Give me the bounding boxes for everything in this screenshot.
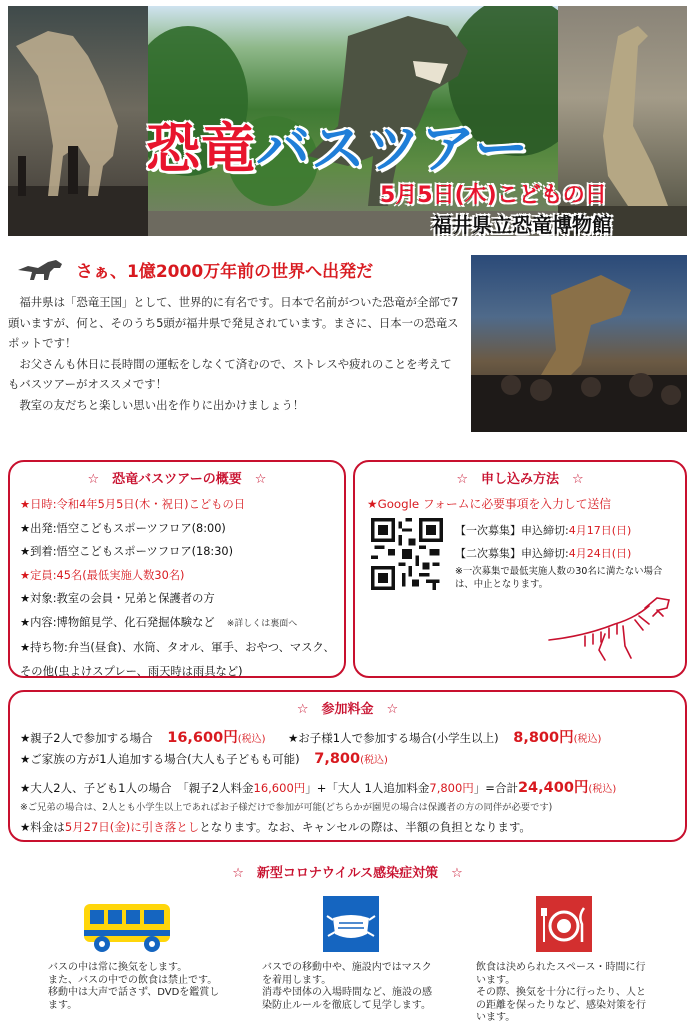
fee-payment [20, 819, 531, 835]
fee-payment-post: となります。なお、キャンセルの際は、半額の負担となります。 [199, 820, 531, 834]
apply-round2 [455, 545, 631, 561]
fee-pair-price: 16,600円 [167, 730, 238, 746]
fee-extra-price: 7,800 [314, 751, 361, 767]
overview-capacity: ★定員:45名(最低実施人数30名) [20, 568, 185, 582]
intro-heading [16, 256, 373, 282]
tour-date: 5月5日(木)こどもの日 [380, 183, 607, 208]
corona-mask-text: バスでの移動中や、施設内ではマスクを着用します。 消毒や団体の入場時間など、施設の感染防止ルールを徹底して見学します。 [262, 962, 432, 1011]
fee-combo-mid: 」+「大人 1人追加料金 [305, 781, 430, 795]
overview-content-text: ★内容:博物館見学、化石発掘体験など [20, 615, 215, 629]
hero-banner [8, 6, 687, 236]
overview-content-note: ※詳しくは裏面へ [226, 618, 298, 629]
fee-box [8, 690, 687, 842]
museum-photo [471, 255, 687, 432]
skeleton-silhouette [8, 6, 148, 236]
corona-bus-text: バスの中は常に換気をします。 また、バスの中での飲食は禁止です。 移動中は大声で話さず、DVDを鑑賞します。 [48, 962, 220, 1011]
fee-combo-total: 24,400円 [517, 780, 589, 796]
bus-icon [82, 900, 172, 954]
intro-paragraph: 教室の友だちと楽しい思い出を作りに出かけましょう！ [19, 397, 305, 412]
fee-combo [20, 776, 616, 797]
overview-title: ☆ 恐竜バスツアーの概要 ☆ [87, 472, 267, 487]
apply-round1-date: 4月17日(日) [568, 524, 632, 537]
fee-tax-label: (税込) [573, 734, 602, 745]
intro-text [8, 292, 460, 416]
tour-title-part1: 恐竜 [146, 117, 256, 180]
tour-venue: 福井県立恐竜博物館 [432, 213, 612, 236]
fee-combo-label: ★大人2人、子ども1人の場合 「親子2人料金 [20, 781, 254, 795]
dinosaur-skeleton-icon [545, 590, 675, 662]
overview-list [20, 493, 344, 683]
fee-pair [20, 726, 266, 747]
fee-payment-pre: ★料金は [20, 820, 65, 834]
overview-date: ★日時:令和4年5月5日(木・祝日)こどもの日 [20, 498, 246, 511]
fee-extra-label: ★ご家族の方が1人追加する場合(大人も子どもも可能) [20, 752, 300, 766]
overview-arrival: ★到着:悟空こどもスポーツフロア(18:30) [20, 545, 234, 558]
apply-round2-date: 4月24日(日) [568, 547, 632, 560]
apply-box [353, 460, 687, 678]
dinosaur-icon [16, 256, 68, 282]
overview-target: ★対象:教室の会員・兄弟と保護者の方 [20, 592, 215, 605]
tour-title [146, 106, 529, 183]
qr-code[interactable] [371, 518, 443, 590]
fee-tax-label: (税込) [588, 784, 617, 795]
overview-content [20, 611, 344, 637]
fee-sibling-note: ※ご兄弟の場合は、2人とも小学生以上であればお子様だけで参加が可能(どちらかが園児の場合は保護者の方の同伴が必要です) [20, 802, 553, 813]
fee-tax-label: (税込) [360, 755, 388, 766]
apply-lead: ★Google フォームに必要事項を入力して送信 [367, 497, 612, 511]
apply-note: ※一次募集で最低実施人数の30名に満たない場合は、中止となります。 [455, 566, 663, 590]
fee-extra [20, 751, 388, 767]
apply-title: ☆ 申し込み方法 ☆ [456, 472, 584, 487]
fee-child-label: ★お子様1人で参加する場合(小学生以上) [288, 731, 499, 745]
fee-tax-label: (税込) [237, 734, 266, 745]
fee-payment-date: 5月27日(金)に引き落とし [64, 820, 200, 834]
fee-title: ☆ 参加料金 ☆ [296, 702, 399, 717]
meal-icon [536, 896, 592, 952]
apply-round1-label: 【一次募集】申込締切: [455, 524, 569, 537]
fee-combo-extra: 7,800円 [429, 781, 474, 795]
fee-combo-end: 」=合計 [473, 781, 518, 795]
fee-child-price: 8,800円 [513, 730, 574, 746]
apply-round1 [455, 522, 631, 538]
fee-pair-label: ★親子2人で参加する場合 [20, 731, 153, 745]
overview-belongings-other: その他(虫よけスプレー、雨天時は雨具など) [20, 664, 243, 678]
corona-title: ☆ 新型コロナウイルス感染症対策 ☆ [232, 866, 463, 881]
intro-title: さぁ、1億2000万年前の世界へ出発だ [76, 261, 374, 282]
museum-silhouette [471, 255, 687, 432]
overview-departure: ★出発:悟空こどもスポーツフロア(8:00) [20, 521, 226, 535]
corona-meal-text: 飲食は決められたスペース・時間に行います。 その際、換気を十分に行ったり、人との距離を保ったりなど、感染対策を行います。 [476, 962, 646, 1023]
intro-paragraph: お父さんも休日に長時間の運転をしなくて済むので、ストレスや疲れのことを考えてもバスツアーがオススメです！ [8, 356, 452, 392]
fee-combo-pair: 16,600円 [253, 781, 306, 795]
fee-child [288, 726, 601, 747]
tour-title-part2: バスツアー [256, 117, 530, 180]
mask-icon [323, 896, 379, 952]
skeleton-photo [8, 6, 148, 236]
overview-box [8, 460, 346, 678]
overview-belongings: ★持ち物:弁当(昼食)、水筒、タオル、軍手、おやつ、マスク、 [20, 641, 335, 654]
apply-round2-label: 【二次募集】申込締切: [455, 547, 569, 560]
intro-paragraph: 福井県は「恐竜王国」として、世界的に有名です。日本で名前がついた恐竜が全部で7頭いますが、何と、そのうち5頭が福井県で発見されています。まさに、日本一の恐竜スポットです！ [8, 295, 459, 351]
